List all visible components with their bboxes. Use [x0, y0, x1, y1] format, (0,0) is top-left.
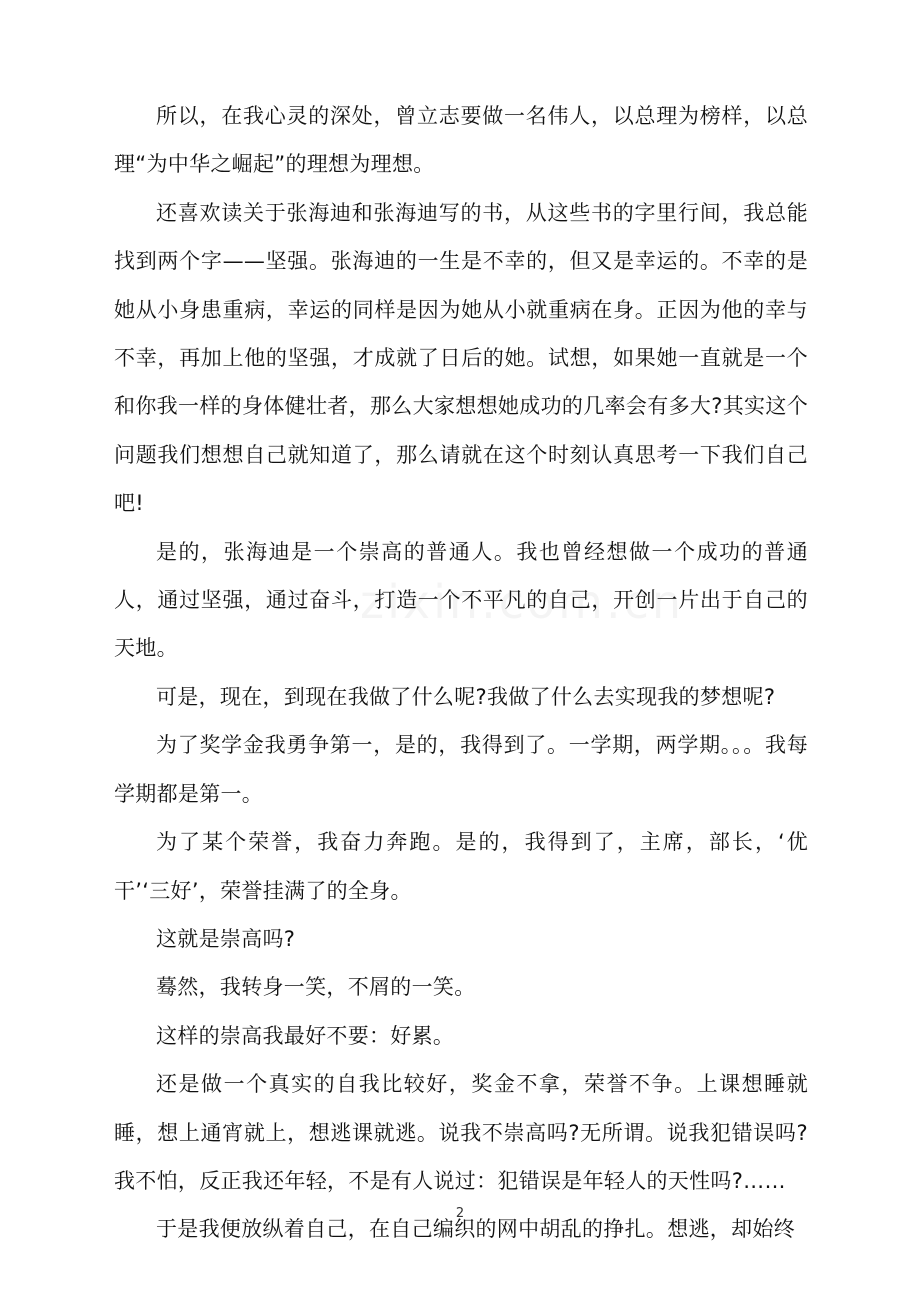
paragraph: 为了奖学金我勇争第一，是的，我得到了。一学期，两学期。。。我每学期都是第一。: [114, 733, 808, 806]
page-number: 2: [455, 1206, 465, 1221]
paragraph: 是的，张海迪是一个崇高的普通人。我也曾经想做一个成功的普通人，通过坚强，通过奋斗，打造一个不平凡的自己，开创一片出于自己的天地。: [114, 539, 808, 661]
document-body: [114, 92, 808, 1254]
paragraph: 为了某个荣誉，我奋力奔跑。是的，我得到了，主席，部长，‘优干’‘三好’，荣誉挂满了的全身。: [114, 830, 808, 903]
paragraph: 所以，在我心灵的深处，曾立志要做一名伟人，以总理为榜样，以总理“为中华之崛起”的理想为理想。: [114, 104, 808, 177]
paragraph: 于是我便放纵着自己，在自己编织的网中胡乱的挣扎。想逃，却始终: [156, 1217, 795, 1242]
paragraph: 还喜欢读关于张海迪和张海迪写的书，从这些书的字里行间，我总能找到两个字——坚强。张海迪的一生是不幸的，但又是幸运的。不幸的是她从小身患重病，幸运的同样是因为她从小就重病在身。正因为他的幸与不幸，再加上他的坚强，才成就了日后的她。试想，如果她一直就是一个和你我一样的身体健壮者，那么大家想想她成功的几率会有多大?其实这个问题我们想想自己就知道了，那么请就在这个时刻认真思考一下我们自己吧!: [114, 200, 808, 516]
paragraph: 这样的崇高我最好不要：好累。: [156, 1023, 455, 1048]
paragraph: 这就是崇高吗?: [156, 926, 296, 951]
paragraph: 还是做一个真实的自我比较好，奖金不拿，荣誉不争。上课想睡就睡，想上通宵就上，想逃课就逃。说我不崇高吗?无所谓。说我犯错误吗?我不怕，反正我还年轻，不是有人说过：犯错误是年轻人的天性吗?……: [114, 1072, 808, 1193]
paragraph: 可是，现在，到现在我做了什么呢?我做了什么去实现我的梦想呢?: [156, 684, 776, 709]
paragraph: 蓦然，我转身一笑，不屑的一笑。: [156, 975, 476, 1000]
